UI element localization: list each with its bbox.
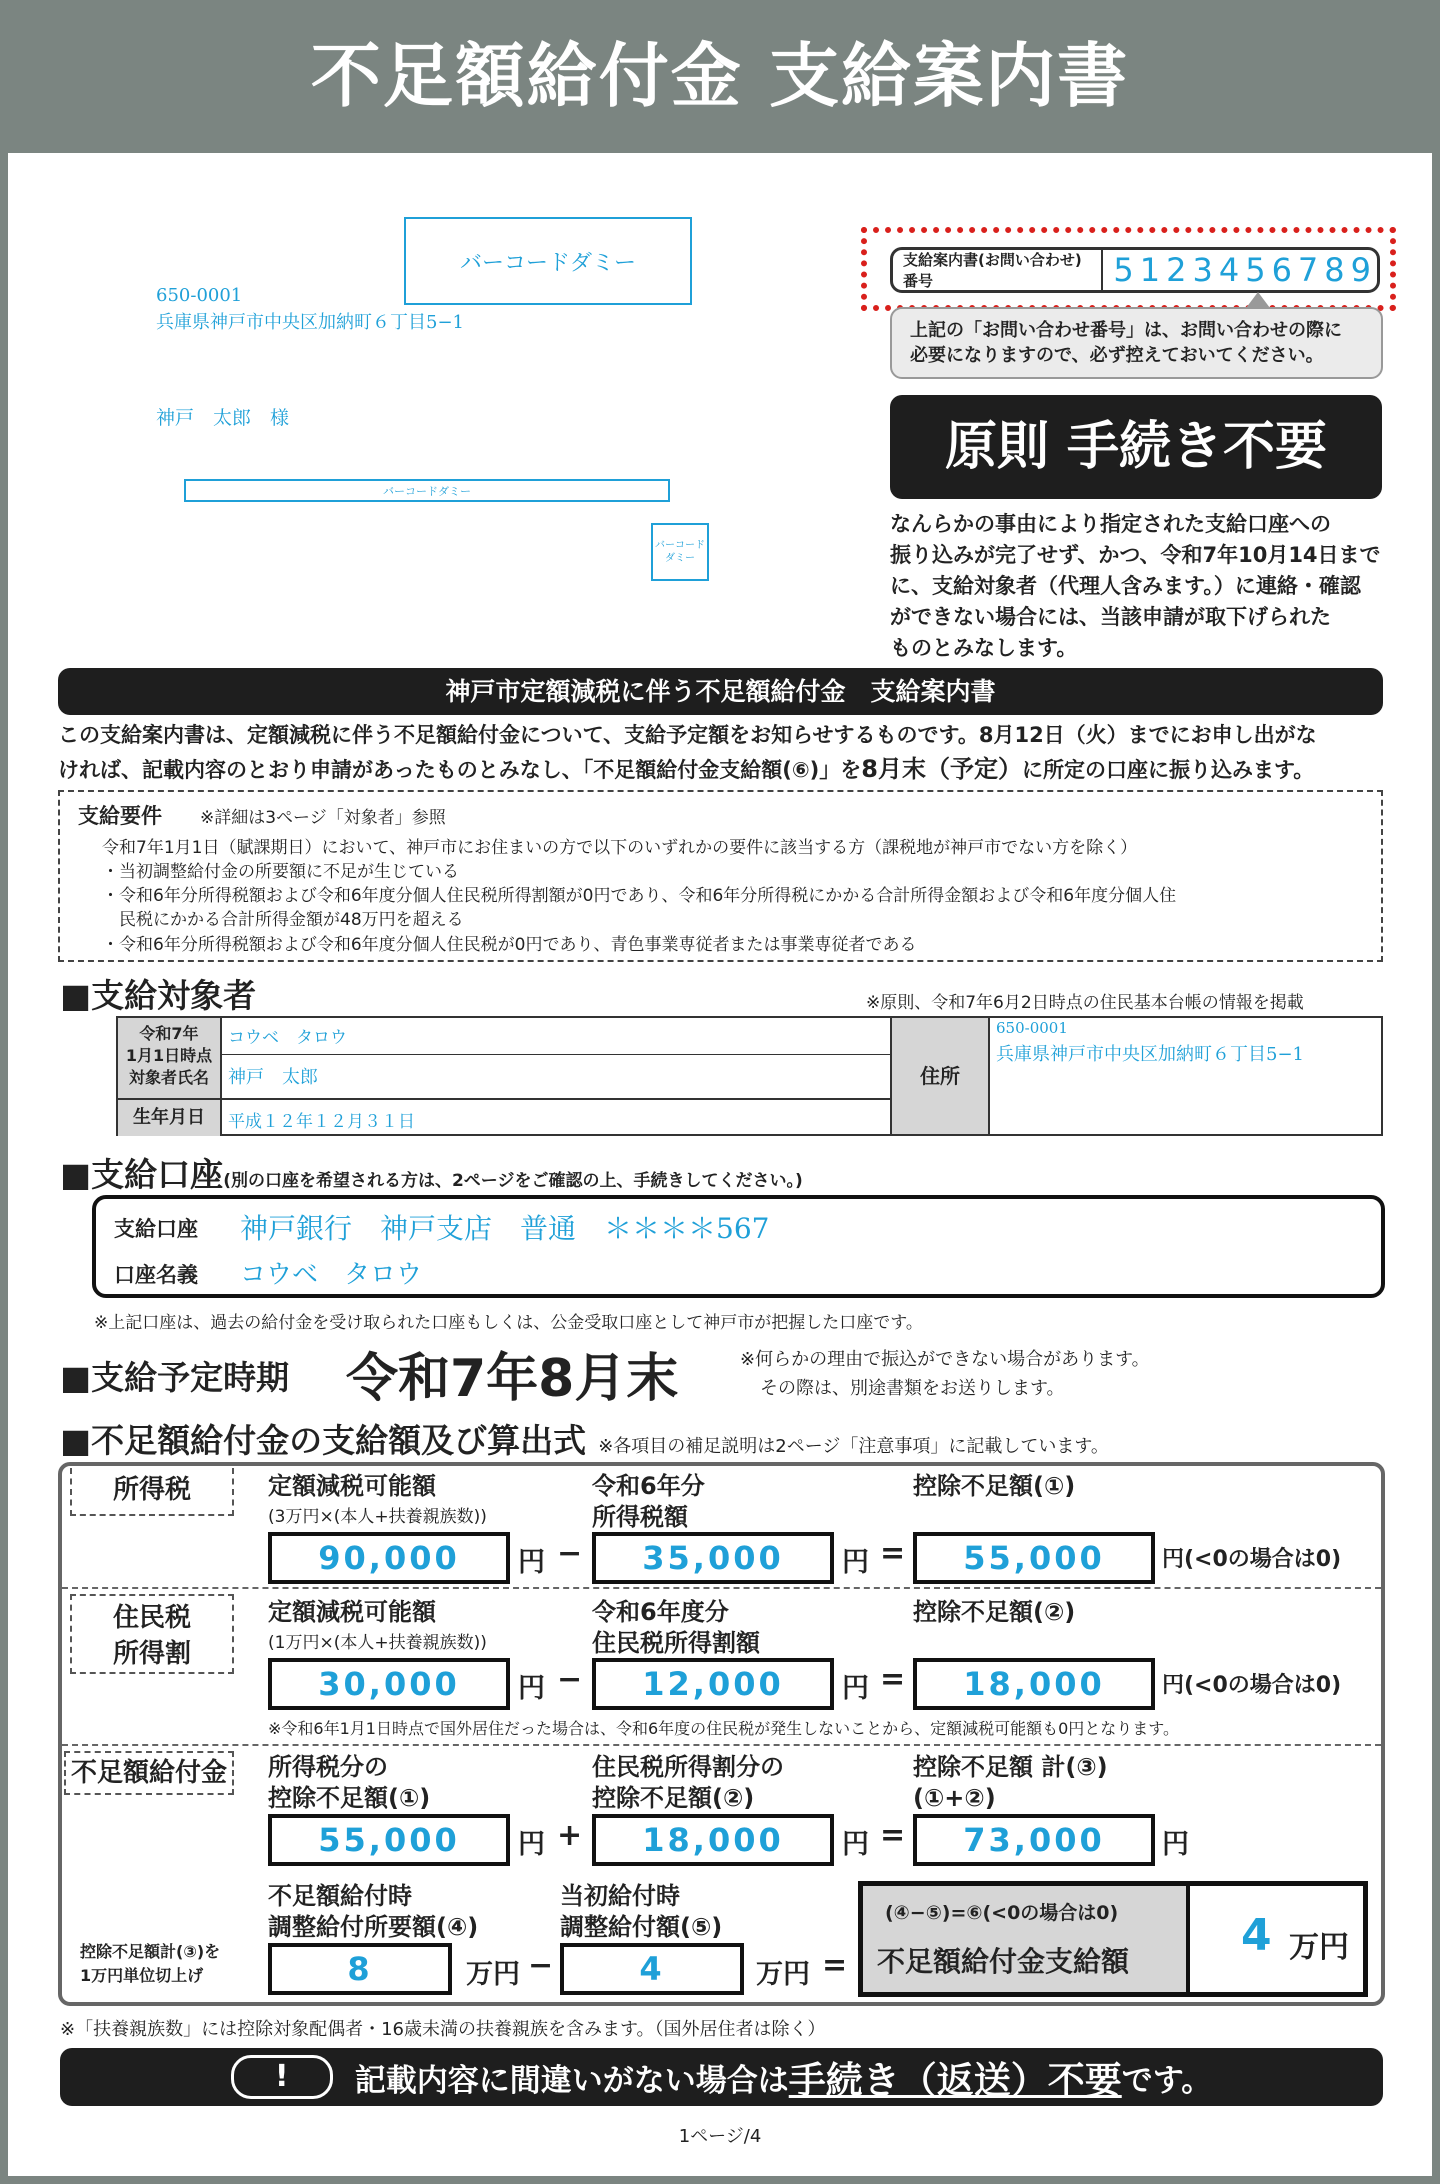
income-b-unit: 円 bbox=[842, 1547, 869, 1578]
cat-income: 所得税 bbox=[70, 1468, 234, 1516]
income-a-label: 定額減税可能額 bbox=[268, 1472, 436, 1500]
minus-op: − bbox=[557, 1662, 583, 1697]
final-e-value: 4 bbox=[560, 1943, 744, 1995]
resident-a-value: 30,000 bbox=[268, 1658, 510, 1710]
page-number: 1ページ/4 bbox=[678, 2126, 762, 2147]
final-d-label: 不足額給付時 調整給付所要額(④) bbox=[268, 1882, 479, 1941]
final-amount-box bbox=[858, 1881, 1368, 1997]
requirements-ref: ※詳細は3ページ「対象者」参照 bbox=[200, 808, 446, 828]
calc-divider-1 bbox=[62, 1587, 1381, 1589]
equals-op: = bbox=[880, 1662, 906, 1697]
account-box bbox=[92, 1195, 1385, 1298]
footer-post: です。 bbox=[1121, 2062, 1213, 2099]
plus-op: + bbox=[557, 1818, 583, 1853]
account-title-row bbox=[60, 1149, 803, 1196]
account-name-value: コウベ タロウ bbox=[240, 1260, 423, 1290]
intro-line2-pre: ければ、記載内容のとおり申請があったものとみなし、「不足額給付金支給額(⑥)」を bbox=[58, 758, 862, 782]
footer-bar bbox=[60, 2048, 1383, 2106]
address-postal: 650-0001 bbox=[996, 1019, 1068, 1037]
barcode-small: バーコード ダミー bbox=[651, 523, 709, 581]
requirements-item-4: ・令和6年分所得税額および令和6年度分個人住民税が0円であり、青色事業専従者または事業専従者である bbox=[102, 935, 917, 955]
requirements-lead: 令和7年1月1日（賦課期日）において、神戸市にお住まいの方で以下のいずれかの要件に該当する方（課税地が神戸市でない方を除く） bbox=[102, 838, 1138, 858]
shortfall-c-value: 73,000 bbox=[913, 1814, 1155, 1866]
requirements-title: 支給要件 bbox=[78, 804, 162, 828]
shortfall-b-label: 住民税所得割分の 控除不足額(②) bbox=[592, 1753, 784, 1812]
recipient-section-note: ※原則、令和7年6月2日時点の住民基本台帳の情報を掲載 bbox=[866, 993, 1304, 1013]
equals-op: = bbox=[880, 1818, 906, 1853]
equals-op: = bbox=[822, 1948, 848, 1983]
income-b-value: 35,000 bbox=[592, 1532, 834, 1584]
exclamation-icon: ! bbox=[231, 2055, 333, 2099]
cat-shortfall: 不足額給付金 bbox=[64, 1751, 234, 1795]
shortfall-c-label: 控除不足額 計(③) (①+②) bbox=[913, 1753, 1108, 1812]
account-title: ■支給口座 bbox=[60, 1155, 224, 1194]
intro-line1: この支給案内書は、定額減税に伴う不足額給付金について、支給予定額をお知らせするものです。8月12日（火）までにお申し出がな bbox=[58, 723, 1317, 747]
footer-pre: 記載内容に間違いがない場合は bbox=[354, 2062, 789, 2099]
calc-title-note: ※各項目の補足説明は2ページ「注意事項」に記載しています。 bbox=[598, 1436, 1109, 1457]
mail-postal: 650-0001 bbox=[156, 285, 243, 306]
mail-recipient: 神戸 太郎 様 bbox=[156, 407, 290, 429]
requirements-item-1: ・当初調整給付金の所要額に不足が生じている bbox=[102, 862, 459, 882]
address-value: 兵庫県神戸市中央区加納町６丁目5−1 bbox=[996, 1044, 1304, 1065]
minus-op: − bbox=[557, 1536, 583, 1571]
income-c-value: 55,000 bbox=[913, 1532, 1155, 1584]
recipient-table bbox=[116, 1016, 1383, 1136]
birth-label: 生年月日 bbox=[118, 1100, 222, 1136]
shortfall-a-unit: 円 bbox=[518, 1829, 545, 1860]
account-label: 支給口座 bbox=[114, 1217, 198, 1241]
schedule-note-2: その際は、別途書類をお送りします。 bbox=[760, 1378, 1065, 1399]
income-c-label: 控除不足額(①) bbox=[913, 1472, 1076, 1500]
recipient-section-title: ■支給対象者 bbox=[60, 976, 257, 1015]
equals-op: = bbox=[880, 1536, 906, 1571]
barcode-top: バーコードダミー bbox=[404, 217, 692, 305]
final-label: 不足額給付金支給額 bbox=[877, 1945, 1130, 1978]
birth-value: 平成１２年１２月３１日 bbox=[228, 1112, 415, 1132]
shortfall-b-value: 18,000 bbox=[592, 1814, 834, 1866]
resident-a-unit: 円 bbox=[518, 1673, 545, 1704]
resident-c-label: 控除不足額(②) bbox=[913, 1598, 1076, 1626]
requirements-item-2: ・令和6年分所得税額および令和6年度分個人住民税所得割額が0円であり、令和6年分所得税にかかる合計所得金額および令和6年度分個人住 bbox=[102, 886, 1177, 906]
minus-op: − bbox=[528, 1948, 554, 1983]
inquiry-label: 支給案内書(お問い合わせ)番号 bbox=[893, 250, 1103, 290]
intro-line2-bold: 8月末（予定） bbox=[861, 755, 1022, 783]
income-a-unit: 円 bbox=[518, 1547, 545, 1578]
income-c-unit: 円(<0の場合は0) bbox=[1162, 1547, 1342, 1572]
name-kana: コウベ タロウ bbox=[228, 1028, 347, 1048]
income-a-sub: (3万円×(本人+扶養親族数)) bbox=[268, 1507, 487, 1527]
final-formula: (④−⑤)=⑥(<0の場合は0) bbox=[885, 1902, 1119, 1924]
name-label: 令和7年 1月1日時点 対象者氏名 bbox=[118, 1018, 222, 1100]
shortfall-b-unit: 円 bbox=[842, 1829, 869, 1860]
name-value: 神戸 太郎 bbox=[228, 1067, 318, 1088]
intro-line2 bbox=[58, 752, 1398, 787]
no-procedure-badge: 原則 手続き不要 bbox=[890, 395, 1382, 499]
shortfall-a-value: 55,000 bbox=[268, 1814, 510, 1866]
intro-line2-post: に所定の口座に振り込みます。 bbox=[1021, 758, 1315, 782]
account-name-label: 口座名義 bbox=[114, 1263, 198, 1287]
header-title: 不足額給付金 支給案内書 bbox=[310, 35, 1130, 117]
row-divider-2 bbox=[222, 1098, 890, 1100]
shortfall-c-unit: 円 bbox=[1162, 1829, 1189, 1860]
mail-address: 兵庫県神戸市中央区加納町６丁目5−1 bbox=[156, 312, 464, 333]
income-b-label: 令和6年分 所得税額 bbox=[592, 1472, 705, 1531]
final-e-label: 当初給付時 調整給付額(⑤) bbox=[560, 1882, 723, 1941]
round-label: 控除不足額計(③)を 1万円単位切上げ bbox=[80, 1942, 221, 1985]
schedule-date: 令和7年8月末 bbox=[346, 1349, 679, 1409]
schedule-title: ■支給予定時期 bbox=[60, 1358, 290, 1397]
address-label: 住所 bbox=[890, 1018, 990, 1134]
main-banner: 神戸市定額減税に伴う不足額給付金 支給案内書 bbox=[58, 668, 1383, 715]
account-footnote: ※上記口座は、過去の給付金を受け取られた口座もしくは、公金受取口座として神戸市が把握した口座です。 bbox=[94, 1313, 923, 1333]
calc-title-row bbox=[60, 1415, 1109, 1462]
cat-resident: 住民税 所得割 bbox=[70, 1594, 234, 1674]
row-divider bbox=[222, 1054, 890, 1055]
requirements-item-3: 民税にかかる合計所得金額が48万円を超える bbox=[102, 910, 464, 930]
calc-title: ■不足額給付金の支給額及び算出式 bbox=[60, 1421, 587, 1460]
shortfall-a-label: 所得税分の 控除不足額(①) bbox=[268, 1753, 431, 1812]
final-e-unit: 万円 bbox=[756, 1959, 810, 1990]
resident-a-label: 定額減税可能額 bbox=[268, 1598, 436, 1626]
calc-footnote: ※「扶養親族数」には控除対象配偶者・16歳未満の扶養親族を含みます。（国外居住者は除く） bbox=[60, 2019, 826, 2040]
resident-b-label: 令和6年度分 住民税所得割額 bbox=[592, 1598, 760, 1657]
resident-a-sub: (1万円×(本人+扶養親族数)) bbox=[268, 1633, 487, 1653]
inquiry-note: 上記の「お問い合わせ番号」は、お問い合わせの際に 必要になりますので、必ず控えておいてください。 bbox=[890, 307, 1383, 379]
intro-text bbox=[58, 718, 1398, 787]
inquiry-number: 5123456789 bbox=[1113, 251, 1377, 289]
resident-b-value: 12,000 bbox=[592, 1658, 834, 1710]
barcode-wide: バーコードダミー bbox=[184, 479, 670, 502]
resident-c-unit: 円(<0の場合は0) bbox=[1162, 1673, 1342, 1698]
inquiry-box bbox=[890, 247, 1380, 293]
resident-c-value: 18,000 bbox=[913, 1658, 1155, 1710]
income-a-value: 90,000 bbox=[268, 1532, 510, 1584]
final-d-unit: 万円 bbox=[466, 1959, 520, 1990]
final-value: 4 bbox=[1241, 1910, 1272, 1961]
account-value: 神戸銀行 神戸支店 普通 ＊＊＊＊567 bbox=[240, 1212, 770, 1245]
footer-underlined: 手続き（返送）不要 bbox=[788, 2059, 1122, 2102]
final-unit: 万円 bbox=[1289, 1930, 1349, 1965]
resident-b-unit: 円 bbox=[842, 1673, 869, 1704]
resident-note: ※令和6年1月1日時点で国外居住だった場合は、令和6年度の住民税が発生しないことから、定額減税可能額も0円となります。 bbox=[268, 1719, 1180, 1738]
account-title-note: (別の口座を希望される方は、2ページをご確認の上、手続きしてください。) bbox=[223, 1171, 803, 1191]
no-procedure-text: なんらかの事由により指定された支給口座への 振り込みが完了せず、かつ、令和7年10月14日まで に、支給対象者（代理人含みます。）に連絡・確認 ができない場合には、当該申請が取下げられた ものとみなします。 bbox=[890, 512, 1381, 660]
schedule-note-1: ※何らかの理由で振込ができない場合があります。 bbox=[740, 1349, 1150, 1370]
callout-arrow bbox=[1246, 292, 1270, 308]
final-d-value: 8 bbox=[268, 1943, 452, 1995]
calc-divider-2 bbox=[62, 1744, 1381, 1746]
